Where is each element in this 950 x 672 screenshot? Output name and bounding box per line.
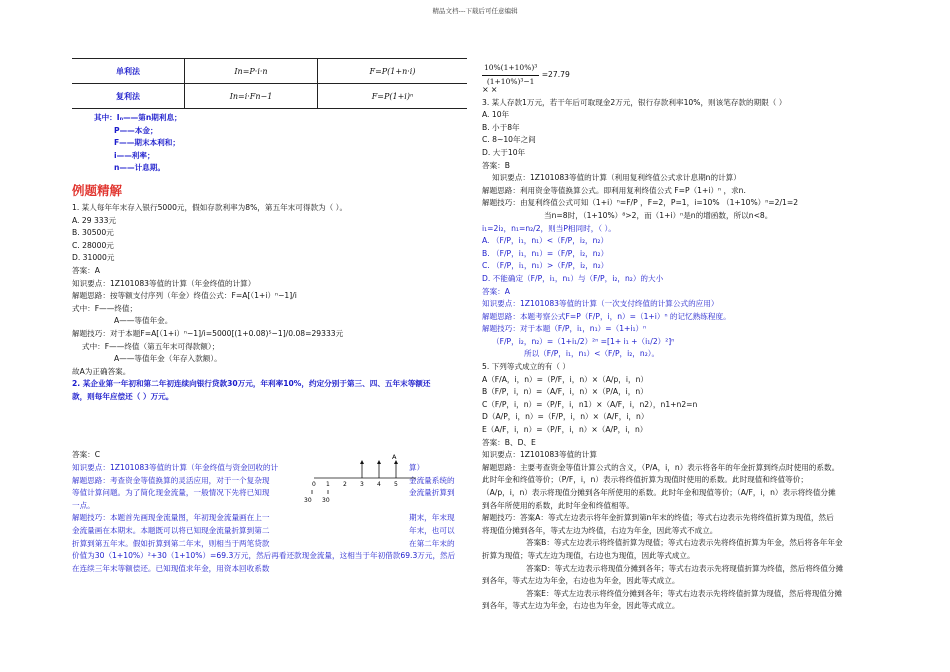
future-value-formula: F=P(1+i)ⁿ (318, 84, 468, 109)
answer: 答案：A (482, 286, 510, 296)
knowledge-point: 知识要点：1Z101083等值的计算（年金终值的计算） (72, 278, 256, 288)
solution-skill: 当n=8时，（1+10%）⁸>2，而（1+i）ⁿ是n的增函数，所以n<8。 (544, 210, 773, 220)
option: A（F/A，i，n）=（P/F，i，n）×（A/p，i，n） (482, 374, 649, 384)
option: C. 28000元 (72, 240, 114, 250)
explanation-row: 折算到第五年末。假如折算到第二年末，则相当于两笔贷款 在第二年末的 (72, 538, 455, 548)
explanation-line: 解题思路：主要考查资金等值计算公式的含义，（P/A，i，n）表示将各年的年金折算到终点时使用的系数。 (482, 462, 840, 472)
symbol-legend (72, 112, 467, 175)
right-column (482, 62, 890, 613)
explanation-line: 折算为现值；等式左边为现值，右边也为现值，因此等式成立。 (482, 550, 695, 560)
explanation-line: 到各年，等式左边为年金，右边也为年金，因此等式成立。 (482, 601, 680, 611)
explanation-row: 知识要点：1Z101083等值的计算（年金终值与资金回收的计 算） (72, 463, 425, 473)
explanation-row: 一点。 (72, 500, 95, 510)
solution-idea: 解题思路：按等额支付序列（年金）终值公式：F=A[（1+i）ⁿ−1]/i (72, 291, 297, 301)
formula-fraction: $\frac{\text{10\%(1+10\%)³}}{\text{(1+10\%)³−1}}$ (484, 63, 538, 86)
explanation-line: 到各年，等式左边为年金，右边也为年金，因此等式成立。 (482, 576, 680, 586)
tick-label: 3 (360, 481, 364, 488)
interest-formula-table (72, 58, 467, 109)
tick-label: 1 (326, 481, 330, 488)
knowledge-point: 知识要点：1Z101083等值的计算 (482, 450, 597, 460)
option: D（A/P，i，n）=（F/P，i，n）×（A/F，i，n） (482, 412, 649, 422)
section-title: 例题精解 (72, 182, 123, 198)
explanation-line: 答案E：等式左边表示将终值分摊到各年；等式右边表示先将终值折算为现值，然后将现值分摊 (526, 588, 843, 598)
solution-skill: 解题技巧：对于本题（F/P，i₁，n₁）=（1+i₁）ⁿ (482, 324, 647, 334)
explanation-line: A——等值年金（年存入款额）。 (114, 354, 222, 364)
annuity-label: A (392, 453, 397, 461)
loan-label: 30 (322, 497, 330, 504)
option: C. （F/P，i₁，n₁）>（F/P，i₂，n₂） (482, 261, 609, 271)
explanation-line: 解题技巧：答案A：等式左边表示将年金折算到第n年末的终值；等式右边表示先将终值折算为现值，然后 (482, 513, 834, 523)
option: C（F/P，i，n）=（P/F，i，n1）×（A/F，i，n2），n1+n2=n (482, 399, 698, 409)
question-stem: 2. 某企业第一年初和第二年初连续向银行贷款30万元，年利率10%，约定分别于第三、四、五年末等额还 (72, 379, 431, 389)
loan-label: 30 (304, 497, 312, 504)
explanation-line: 价值为30（1+10%）²+30（1+10%）=69.3万元，然后再看还款现金流量，这相当于年初借款69.3万元，然后 (72, 551, 456, 561)
option: B（F/P，i，n）=（A/F，i，n）×（P/A，i，n） (482, 387, 648, 397)
answer: 答案：B (482, 160, 510, 170)
solution-idea: 解题思路：利用资金等值换算公式。即利用复利终值公式 F=P（1+i）ⁿ ，求n. (482, 185, 746, 195)
explanation-line: 在连续三年末等额偿还。已知现值求年金，用资本回收系数 (72, 563, 270, 573)
future-value-formula: F=P(1+n·i) (318, 59, 468, 84)
option: D. 大于10年 (482, 147, 526, 157)
legend-item: i——利率； (114, 150, 155, 160)
explanation-line: 故A为正确答案。 (72, 366, 131, 376)
explanation-row: 金流量画在本期末。本题既可以将已知现金流量折算到第二 年末，也可以 (72, 526, 455, 536)
answer: 答案：A (72, 265, 100, 275)
option: A. 29 333元 (72, 215, 117, 225)
tick-label: 4 (377, 481, 381, 488)
explanation-line: 式中：F——终值； (72, 303, 138, 313)
tick-label: 5 (394, 481, 398, 488)
cash-flow-diagram (304, 450, 422, 535)
page-header: 精品文档---下载后可任意编辑 (432, 7, 518, 15)
capital-recovery-formula (482, 62, 890, 84)
legend-item: P——本金； (114, 125, 158, 135)
cross-marks: ×× (482, 85, 500, 94)
explanation-row: 解题思路：考查资金等值换算的灵活应用，对于一个复杂现 金流量系统的 (72, 475, 455, 485)
explanation-line: 式中：F——终值（第五年末可得款额）； (82, 341, 220, 351)
explanation-line: 此时年金和终值等价；（P/F，i，n）表示将终值折算为现值时使用的系数。此时现值和终值等价； (482, 475, 808, 485)
interest-formula: In=i·Fn−1 (185, 84, 318, 109)
explanation-row: 解题技巧：本题首先画现金流量图，年初现金流量画在上一 期末，年末现 (72, 513, 455, 523)
option: A. 10年 (482, 110, 510, 120)
question-stem: 3. 某人存款1万元，若干年后可取现金2万元，银行存款利率10%，则该笔存款的期限（ ） (482, 97, 787, 107)
knowledge-point: 知识要点：1Z101083等值的计算（一次支付终值的计算公式的应用） (482, 299, 719, 309)
option: A. （F/P，i₁，n₁）<（F/P，i₂，n₂） (482, 236, 609, 246)
tick-label: 2 (343, 481, 347, 488)
answer: 答案：C (72, 450, 101, 460)
formula-result: =27.79 (541, 70, 570, 80)
method-name: 单利法 (72, 59, 185, 84)
explanation-line: A——等值年金。 (114, 316, 173, 326)
explanation-line: 答案D：等式左边表示将现值分摊到各年；等式右边表示先将现值折算为终值，然后将终值分摊 (526, 563, 844, 573)
answer: 答案：B、D、E (482, 437, 536, 447)
option: E（A/F，i，n）=（P/F，i，n）×（A/P，i，n） (482, 425, 648, 435)
question-4 (482, 223, 890, 362)
solution-idea: 解题思路：本题考察公式F=P（F/P，i，n）=（1+i）ⁿ 的记忆熟练程度。 (482, 311, 731, 321)
knowledge-point: 知识要点：1Z101083等值的计算（利用复利终值公式求计息期n的计算） (492, 173, 741, 183)
question-stem: 款，则每年应偿还（ ）万元。 (72, 391, 174, 401)
interest-formula: In=P·i·n (185, 59, 318, 84)
option: C. 8~10年之间 (482, 135, 536, 145)
option: D. 31000元 (72, 253, 115, 263)
method-name: 复利法 (72, 84, 185, 109)
question-stem: i₁=2i₂，n₁=n₂/2，则当P相同时，（ ）。 (482, 223, 616, 233)
question-stem: 5. 下列等式成立的有（ ） (482, 362, 571, 372)
solution-skill: 解题技巧：由复利终值公式可知（1+i）ⁿ=F/P ，F=2，P=1，i=10% （1+10%）ⁿ=2/1=2 (482, 198, 799, 208)
table-row (72, 59, 467, 84)
explanation-row: 等值计算问题。为了简化现金流量，一般情况下先将已知现 金流量折算到 (72, 488, 455, 498)
tick-label: 0 (312, 481, 316, 488)
legend-item: 其中：Iₙ——第n期利息； (94, 113, 182, 122)
explanation-line: （A/p，i，n）表示将现值分摊到各年所使用的系数。此时年金和现值等价；（A/F，i，n）表示将终值分摊 (482, 488, 836, 497)
question-3 (482, 97, 890, 223)
table-row (72, 84, 467, 109)
legend-item: F——期末本利和； (114, 138, 180, 148)
explanation-line: 到各年所使用的系数，此时年金和终值相等。 (482, 500, 634, 510)
explanation-line: 将现值分摊到各年，等式左边为终值，右边为年金，因此等式不成立。 (482, 525, 718, 535)
solution-conclusion: 所以（F/P，i₁，n₁）<（F/P，i₂，n₂）。 (524, 349, 660, 359)
question-5 (482, 361, 890, 613)
option: B. 30500元 (72, 228, 114, 238)
question-stem: 1. 某人每年年末存入银行5000元，假如存款利率为8%，第五年末可得款为（ ）。 (72, 202, 348, 212)
option: B. 小于8年 (482, 122, 520, 132)
option: D. 不能确定（F/P，i₁，n₁）与（F/P，i₂，n₂）的大小 (482, 273, 664, 283)
question-1 (72, 202, 467, 378)
explanation-line: 解题技巧：对于本题F=A[（1+i）ⁿ−1]/i=5000[(1+0.08)⁵−1]/0.08=29333元 (72, 328, 344, 338)
explanation-line: 答案B：等式左边表示将终值折算为现值；等式右边表示先将终值折算为年金，然后将各年年金 (526, 538, 843, 548)
option: B. （F/P，i₁，n₁）=（F/P，i₂，n₂） (482, 248, 609, 258)
solution-calc: （F/P，i₂，n₂）=（1+i₁/2）²ⁿ =[1+ i₁ +（i₁/2）²]ⁿ (492, 336, 675, 346)
legend-item: n——计息期。 (114, 163, 165, 173)
